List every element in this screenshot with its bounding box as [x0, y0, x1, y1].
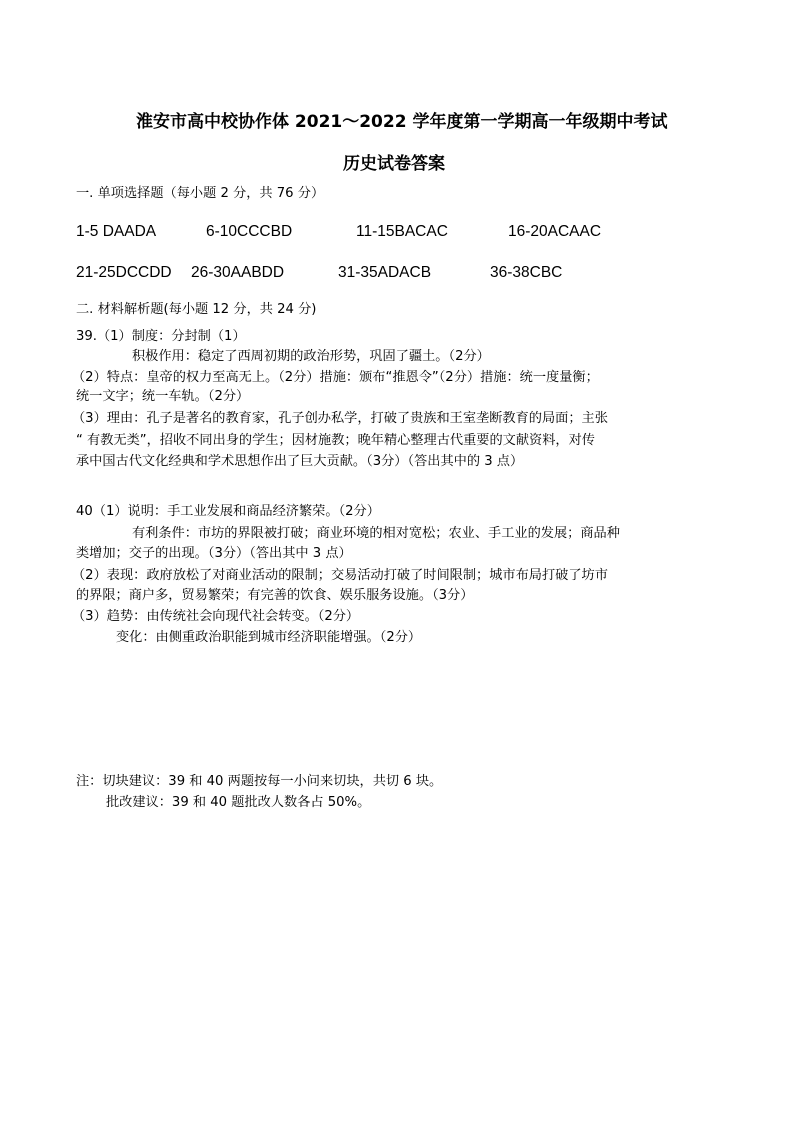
document-title: 淮安市高中校协作体 2021～2022 学年度第一学期高一年级期中考试 [136, 112, 668, 132]
answer-group: 16-20ACAAC [508, 223, 602, 240]
q40-line: 变化：由侧重政治职能到城市经济职能增强。（2分） [116, 630, 422, 645]
q39-line: 承中国古代文化经典和学术思想作出了巨大贡献。（3分）（答出其中的 3 点） [76, 454, 524, 469]
q40-line: （3）趋势：由传统社会向现代社会转变。（2分） [72, 609, 360, 624]
q39-line: 积极作用：稳定了西周初期的政治形势，巩固了疆土。（2分） [132, 349, 490, 364]
q40-line: （2）表现：政府放松了对商业活动的限制；交易活动打破了时间限制；城市布局打破了坊市 [72, 568, 608, 583]
q39-line: 39.（1）制度：分封制（1） [76, 329, 246, 344]
note-line: 注：切块建议：39 和 40 两题按每一小问来切块，共切 6 块。 [76, 774, 443, 789]
note-line: 批改建议：39 和 40 题批改人数各占 50%。 [106, 795, 371, 810]
q40-line: 有利条件：市坊的界限被打破；商业环境的相对宽松；农业、手工业的发展；商品种 [132, 526, 620, 541]
answer-group: 31-35ADACB [338, 264, 432, 281]
q40-line: 40（1）说明：手工业发展和商品经济繁荣。（2分） [76, 504, 380, 519]
q39-line: （3）理由：孔子是著名的教育家，孔子创办私学，打破了贵族和王室垄断教育的局面；主张 [72, 411, 608, 426]
q40-line: 的界限；商户多，贸易繁荣；有完善的饮食、娱乐服务设施。（3分） [76, 588, 474, 603]
q39-line: “ 有教无类”，招收不同出身的学生；因材施教；晚年精心整理古代重要的文献资料，对传 [76, 433, 595, 448]
section1-heading: 一. 单项选择题（每小题 2 分，共 76 分） [76, 186, 325, 201]
q39-line: 统一文字；统一车轨。（2分） [76, 389, 250, 404]
answer-group: 6-10CCCBD [206, 223, 293, 240]
q40-line: 类增加；交子的出现。（3分）（答出其中 3 点） [76, 546, 352, 561]
answer-group: 1-5 DAADA [76, 223, 157, 240]
answer-group: 26-30AABDD [191, 264, 285, 281]
q39-line: （2）特点：皇帝的权力至高无上。（2分）措施：颁布“推恩令”（2分）措施：统一度量衡； [72, 370, 599, 385]
section2-heading: 二. 材料解析题(每小题 12 分，共 24 分) [76, 302, 317, 317]
answer-group: 36-38CBC [490, 264, 563, 281]
answer-group: 21-25DCCDD [76, 264, 172, 281]
document-subtitle: 历史试卷答案 [343, 154, 445, 174]
answer-group: 11-15BACAC [356, 223, 448, 240]
